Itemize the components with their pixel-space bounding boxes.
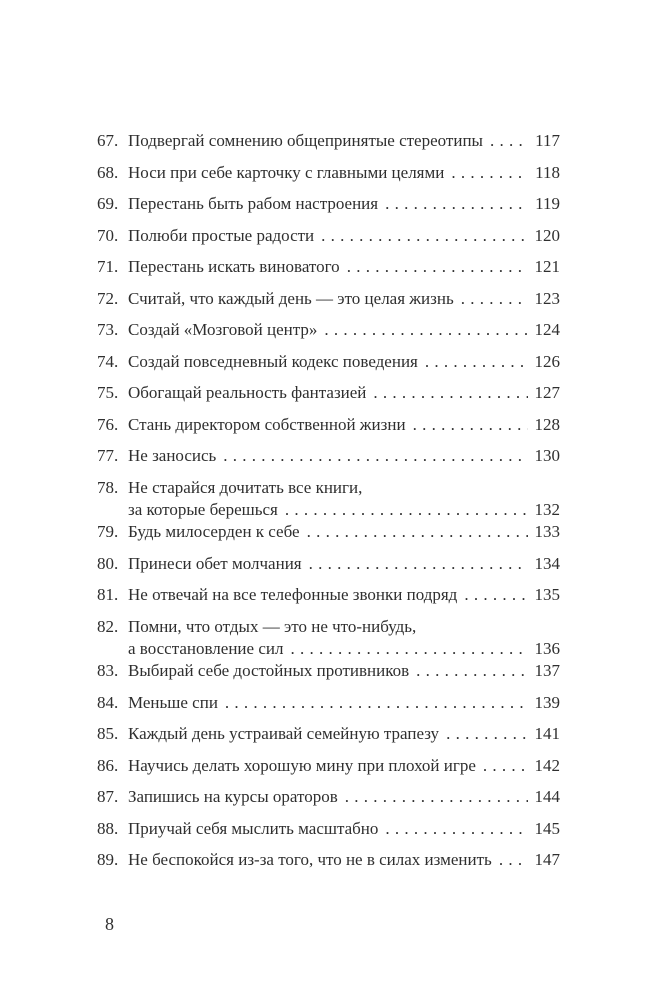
toc-entry-body: [128, 351, 560, 373]
toc-entry: [97, 414, 560, 436]
dot-leader: [385, 818, 527, 840]
toc-entry-line1: [128, 445, 560, 467]
dot-leader: [347, 256, 528, 278]
page-number: 8: [105, 914, 114, 934]
toc-entry-page: 141: [534, 724, 560, 743]
dot-leader: [345, 786, 528, 808]
dot-leader: [464, 584, 527, 606]
toc-entry: [97, 351, 560, 373]
dot-leader: [309, 553, 528, 575]
toc-entry-body: [128, 584, 560, 606]
toc-entry-number: 79.: [97, 522, 119, 541]
toc-entry-number: 81.: [97, 585, 119, 604]
toc-entry-title: Не беспокойся из-за того, что не в силах изменить: [128, 850, 492, 869]
toc-entry: [97, 692, 560, 714]
toc-entry-number: 88.: [97, 818, 119, 838]
dot-leader: [223, 445, 527, 467]
toc-entry: [97, 786, 560, 808]
dot-leader: [324, 319, 527, 341]
toc-entry-title: Помни, что отдых — это не что-нибудь,: [128, 616, 417, 636]
toc-entry-body: [128, 288, 560, 310]
dot-leader: [461, 288, 528, 310]
toc-entry-page: 121: [534, 257, 560, 276]
toc-entry-title: Не отвечай на все телефонные звонки подряд: [128, 585, 458, 604]
toc-entry-line1: [128, 818, 560, 840]
toc-entry-number: 82.: [97, 616, 119, 636]
toc-entry: [97, 584, 560, 606]
toc-entry-number: 77.: [97, 446, 119, 465]
toc-entry-number: 67.: [97, 131, 119, 150]
toc-entry-body: [128, 382, 560, 404]
toc-entry-title: Будь милосерден к себе: [128, 522, 300, 541]
toc-entry-title: Создай повседневный кодекс поведения: [128, 351, 418, 371]
toc-entry-title: Перестань быть рабом настроения: [128, 194, 379, 213]
toc-entry-page: 137: [534, 661, 560, 680]
toc-entry-title: Меньше спи: [128, 692, 218, 712]
toc-entry-title: Выбирай себе достойных противников: [128, 661, 410, 680]
dot-leader: [413, 414, 528, 436]
toc-entry: [97, 616, 560, 660]
toc-entry-title: Приучай себя мыслить масштабно: [128, 818, 379, 838]
toc-entry: [97, 193, 560, 215]
toc-entry-body: [128, 818, 560, 840]
toc-entry-page: 126: [534, 351, 560, 371]
toc-entry-line1: [128, 162, 560, 184]
toc-entry-title: Принеси обет молчания: [128, 553, 302, 573]
dot-leader: [451, 162, 528, 184]
dot-leader: [307, 521, 528, 543]
toc-entry-number: 87.: [97, 787, 119, 806]
toc-entry-title: Полюби простые радости: [128, 225, 315, 245]
toc-entry-line1: [128, 288, 560, 310]
toc-entry-page: 134: [534, 553, 560, 573]
toc-entry: [97, 382, 560, 404]
dot-leader: [225, 692, 528, 714]
toc-entry-page: 147: [534, 850, 560, 869]
toc-entry-title: Каждый день устраивай семейную трапезу: [128, 724, 440, 743]
toc-entry: [97, 723, 560, 745]
dot-leader: [416, 660, 527, 682]
toc-entry-number: 75.: [97, 383, 119, 402]
toc-entry-body: [128, 660, 560, 682]
toc-entry-line2: [128, 638, 560, 660]
toc-entry-page: 145: [534, 818, 560, 838]
toc-entry-body: [128, 414, 560, 436]
toc-entry-title: Создай «Мозговой центр»: [128, 320, 318, 339]
toc-entry-body: [128, 445, 560, 467]
toc-entry-title: Запишись на курсы ораторов: [128, 787, 338, 806]
toc-entry-title: Обогащай реальность фантазией: [128, 383, 367, 402]
toc-entry-page: 142: [534, 755, 560, 775]
toc-entry-title-continuation: за которые берешься: [128, 499, 278, 519]
toc-entry-body: [128, 786, 560, 808]
toc-entry: [97, 660, 560, 682]
toc-entry-line1: [128, 256, 560, 278]
toc-entry-page: 128: [534, 414, 560, 434]
toc-entry: [97, 256, 560, 278]
toc-entry-number: 69.: [97, 194, 119, 213]
toc-entry-page: 124: [534, 320, 560, 339]
toc-entry-page: 133: [534, 522, 560, 541]
dot-leader: [385, 193, 528, 215]
dot-leader: [425, 351, 528, 373]
toc-entry-line1: [128, 319, 560, 341]
toc-entry-line1: [128, 723, 560, 745]
toc-list: [97, 130, 560, 881]
toc-entry-page: 120: [534, 225, 560, 245]
toc-entry-number: 71.: [97, 257, 119, 276]
toc-entry-title: Не старайся дочитать все книги,: [128, 477, 363, 497]
toc-entry-title-continuation: а восстановление сил: [128, 638, 284, 658]
toc-entry-body: [128, 225, 560, 247]
toc-entry-page: 118: [535, 162, 560, 182]
toc-entry: [97, 288, 560, 310]
toc-entry-body: [128, 256, 560, 278]
toc-entry-title: Подвергай сомнению общепринятые стереотипы: [128, 131, 483, 150]
dot-leader: [373, 382, 527, 404]
toc-entry: [97, 521, 560, 543]
toc-entry-page: 119: [535, 194, 560, 213]
toc-entry-line1: [128, 382, 560, 404]
toc-entry: [97, 755, 560, 777]
toc-entry-page: 117: [535, 131, 560, 150]
toc-entry-line1: [128, 521, 560, 543]
toc-entry-page: 123: [534, 288, 560, 308]
dot-leader: [290, 638, 527, 660]
toc-entry-line1: [128, 849, 560, 871]
toc-entry-title: Научись делать хорошую мину при плохой игре: [128, 755, 476, 775]
toc-entry: [97, 130, 560, 152]
toc-entry: [97, 225, 560, 247]
toc-entry-line1: [128, 584, 560, 606]
toc-entry-title: Носи при себе карточку с главными целями: [128, 162, 445, 182]
toc-entry-body: [128, 521, 560, 543]
toc-entry-body: [128, 755, 560, 777]
toc-entry-body: [128, 319, 560, 341]
dot-leader: [490, 130, 528, 152]
toc-entry: [97, 445, 560, 467]
toc-entry-number: 85.: [97, 724, 119, 743]
toc-entry-line1: [128, 660, 560, 682]
toc-entry-title: Стань директором собственной жизни: [128, 414, 406, 434]
toc-entry-page: 139: [534, 692, 560, 712]
toc-entry-number: 74.: [97, 351, 119, 371]
toc-entry-page: 135: [534, 585, 560, 604]
toc-entry-body: [128, 193, 560, 215]
toc-entry-line1: [128, 692, 560, 714]
toc-entry-page: 127: [534, 383, 560, 402]
toc-entry-body: [128, 849, 560, 871]
toc-entry-body: [128, 553, 560, 575]
toc-entry-title: Перестань искать виноватого: [128, 257, 340, 276]
toc-entry-number: 86.: [97, 755, 119, 775]
toc-entry: [97, 162, 560, 184]
toc-entry-line1: [128, 225, 560, 247]
toc-entry-line1: [128, 351, 560, 373]
toc-entry-number: 70.: [97, 225, 119, 245]
toc-entry-page: 132: [534, 499, 560, 519]
toc-entry-line1: [128, 193, 560, 215]
toc-entry-line1: [128, 553, 560, 575]
toc-entry: [97, 849, 560, 871]
toc-entry-number: 78.: [97, 477, 119, 497]
toc-entry-body: [128, 162, 560, 184]
toc-entry-number: 76.: [97, 414, 119, 434]
toc-entry-title: Считай, что каждый день — это целая жизнь: [128, 288, 454, 308]
toc-entry-number: 73.: [97, 320, 119, 339]
dot-leader: [483, 755, 528, 777]
toc-entry: [97, 319, 560, 341]
toc-entry-line2: [128, 499, 560, 521]
toc-entry-body: [128, 616, 560, 660]
toc-entry-number: 80.: [97, 553, 119, 573]
dot-leader: [499, 849, 528, 871]
toc-entry-line1: [128, 786, 560, 808]
toc-entry-line1: [128, 477, 560, 499]
toc-entry-body: [128, 477, 560, 521]
toc-entry: [97, 818, 560, 840]
toc-entry-line1: [128, 755, 560, 777]
toc-entry-page: 144: [534, 787, 560, 806]
toc-entry-page: 130: [534, 446, 560, 465]
toc-entry-number: 84.: [97, 692, 119, 712]
dot-leader: [285, 499, 528, 521]
toc-entry-body: [128, 723, 560, 745]
toc-entry: [97, 553, 560, 575]
toc-entry-title: Не заносись: [128, 446, 217, 465]
toc-entry: [97, 477, 560, 521]
toc-entry-number: 83.: [97, 661, 119, 680]
toc-entry-number: 68.: [97, 162, 119, 182]
toc-entry-number: 72.: [97, 288, 119, 308]
dot-leader: [321, 225, 527, 247]
toc-entry-line1: [128, 616, 560, 638]
toc-entry-body: [128, 130, 560, 152]
toc-entry-page: 136: [534, 638, 560, 658]
toc-entry-number: 89.: [97, 850, 119, 869]
toc-entry-line1: [128, 414, 560, 436]
toc-entry-body: [128, 692, 560, 714]
dot-leader: [446, 723, 527, 745]
toc-entry-line1: [128, 130, 560, 152]
